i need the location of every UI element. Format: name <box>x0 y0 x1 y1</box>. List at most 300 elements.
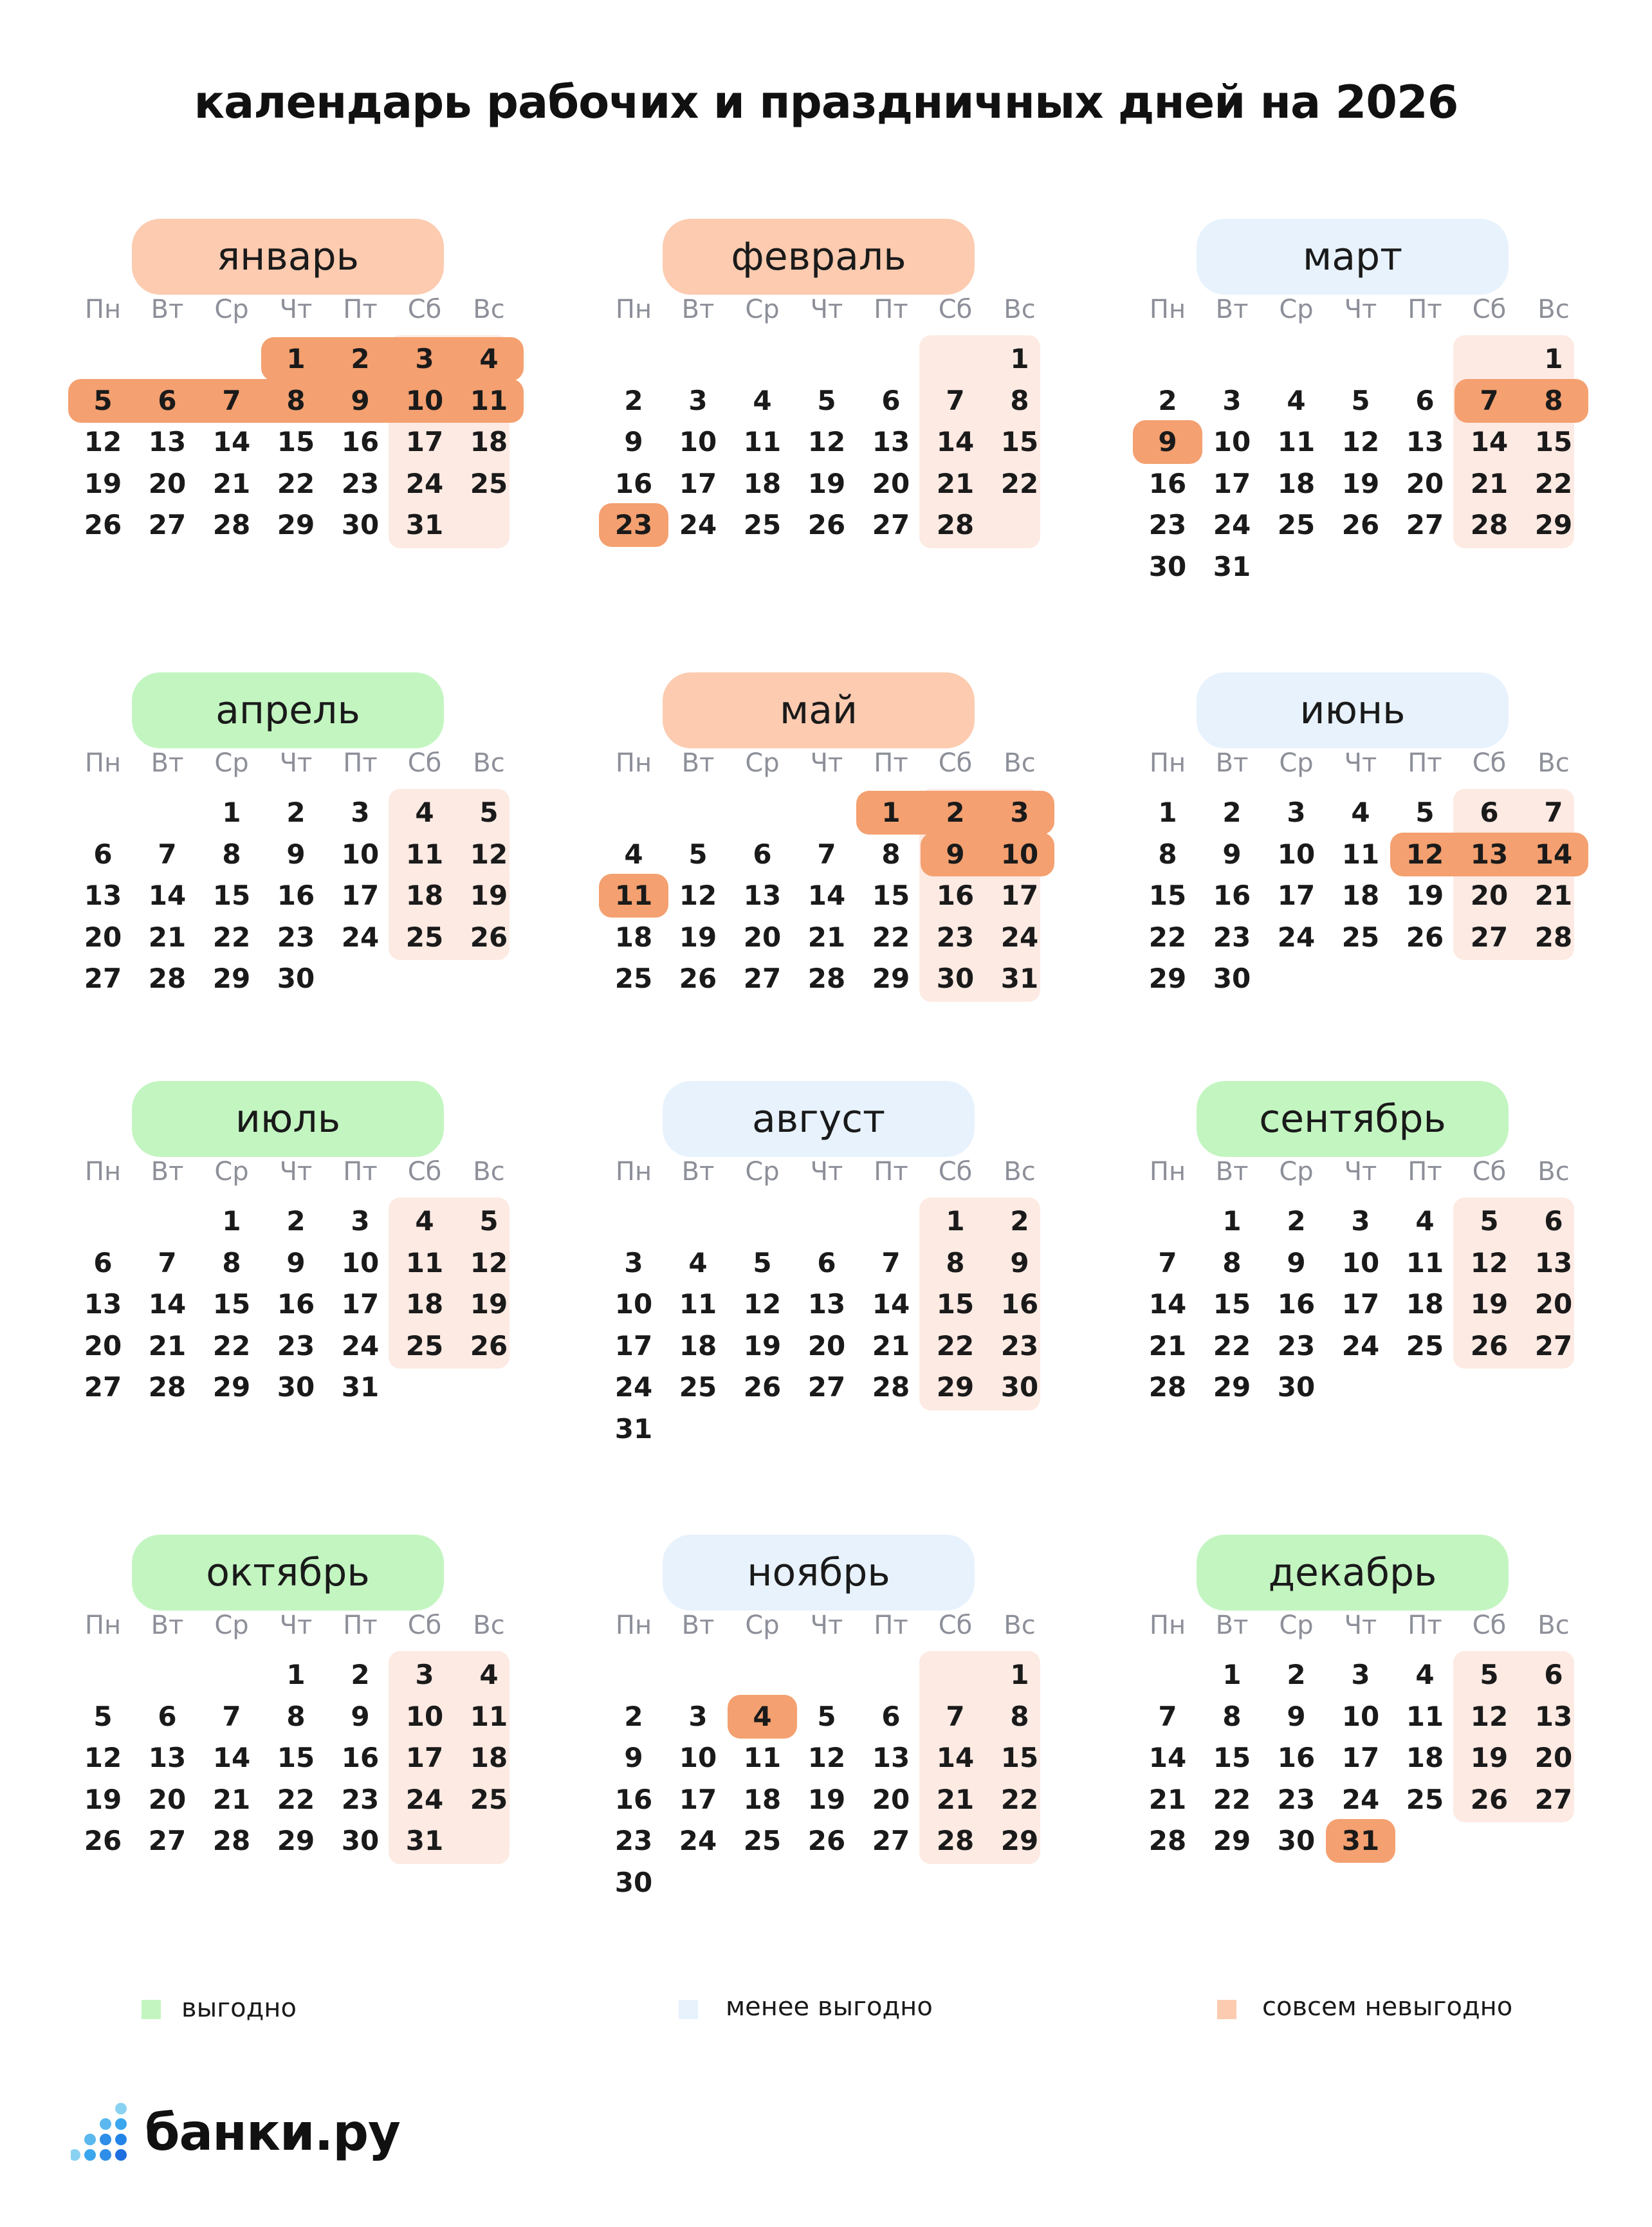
day-cell: 5 <box>688 838 708 870</box>
weekday-header: Сб <box>1472 1157 1507 1187</box>
day-cell: 14 <box>936 1742 975 1773</box>
day-cell: 3 <box>1351 1659 1370 1690</box>
day-cell: 15 <box>1534 426 1573 457</box>
day-cell: 24 <box>1341 1329 1380 1362</box>
month-name: январь <box>132 219 444 295</box>
day-cell: 15 <box>1148 880 1187 911</box>
month-name: май <box>663 672 975 748</box>
day-cell: 3 <box>1351 1205 1370 1237</box>
legend-label-bad: совсем невыгодно <box>1262 1992 1513 2022</box>
day-cell: 3 <box>688 384 708 416</box>
weekday-header: Вс <box>473 748 505 778</box>
day-cell: 5 <box>93 1700 113 1732</box>
weekday-header: Сб <box>1472 748 1507 778</box>
day-cell: 10 <box>1341 1246 1380 1279</box>
day-cell: 16 <box>341 426 380 457</box>
weekday-header: Пт <box>343 1157 378 1187</box>
day-cell: 19 <box>1406 880 1444 911</box>
day-cell: 13 <box>1406 426 1444 457</box>
day-cell: 30 <box>936 963 975 994</box>
weekday-header: Пн <box>1149 1157 1186 1187</box>
day-cell: 5 <box>479 797 499 828</box>
weekday-header: Чт <box>1344 1157 1377 1187</box>
day-cell: 23 <box>341 467 380 499</box>
day-cell: 30 <box>277 963 315 994</box>
day-cell-holiday: 5 <box>93 384 113 416</box>
day-cell: 12 <box>470 1246 508 1279</box>
day-cell: 26 <box>470 921 508 953</box>
day-cell: 27 <box>148 509 187 541</box>
day-cell: 1 <box>1544 343 1563 374</box>
day-cell-holiday: 4 <box>753 1700 772 1732</box>
day-cell: 6 <box>93 838 113 870</box>
legend-swatch-good <box>142 2000 161 2019</box>
day-cell: 15 <box>277 1742 315 1773</box>
day-cell-holiday: 2 <box>946 797 965 828</box>
weekday-header: Вт <box>151 295 184 324</box>
weekday-header: Сб <box>1472 295 1507 324</box>
day-cell: 20 <box>148 1783 187 1815</box>
day-cell: 4 <box>415 1205 434 1237</box>
day-cell: 16 <box>614 1783 653 1815</box>
weekday-header: Вс <box>1004 748 1036 778</box>
day-cell: 12 <box>470 838 508 870</box>
day-cell: 11 <box>1277 426 1316 457</box>
weekday-header: Пт <box>343 1611 378 1640</box>
day-cell: 23 <box>1000 1329 1039 1362</box>
weekday-header: Ср <box>745 295 780 324</box>
day-cell: 11 <box>405 838 444 870</box>
day-cell: 6 <box>1415 384 1435 416</box>
day-cell: 21 <box>148 1329 187 1362</box>
day-cell: 30 <box>277 1371 315 1403</box>
day-cell: 16 <box>341 1742 380 1773</box>
day-cell: 29 <box>1534 509 1573 541</box>
day-cell: 29 <box>1148 963 1187 994</box>
day-cell-holiday: 10 <box>405 384 444 416</box>
day-cell: 25 <box>743 1825 782 1856</box>
day-cell: 7 <box>1544 797 1563 828</box>
weekday-header: Вт <box>151 1611 184 1640</box>
day-cell: 26 <box>1470 1783 1509 1815</box>
day-cell: 19 <box>1470 1742 1509 1773</box>
month-name: июнь <box>1197 672 1509 748</box>
day-cell: 4 <box>753 384 772 416</box>
day-cell-holiday: 3 <box>1010 797 1029 828</box>
day-cell: 28 <box>936 509 975 541</box>
day-cell: 15 <box>212 880 251 911</box>
day-cell: 22 <box>1534 467 1573 499</box>
day-cell: 7 <box>222 1700 241 1732</box>
day-cell: 31 <box>614 1412 653 1445</box>
day-cell: 8 <box>222 1246 241 1279</box>
day-cell: 25 <box>470 467 508 499</box>
weekday-header: Чт <box>810 1157 843 1187</box>
day-cell: 21 <box>212 1783 251 1815</box>
weekday-header: Ср <box>214 1157 249 1187</box>
day-cell: 13 <box>743 880 782 911</box>
day-cell-holiday: 1 <box>881 797 901 828</box>
day-cell: 7 <box>881 1246 901 1279</box>
day-cell: 17 <box>405 426 444 457</box>
day-cell-holiday: 12 <box>1406 838 1444 870</box>
day-cell: 5 <box>1480 1659 1499 1690</box>
day-cell: 8 <box>1222 1246 1242 1279</box>
day-cell: 14 <box>212 426 251 457</box>
weekday-header: Пт <box>874 1611 908 1640</box>
day-cell: 6 <box>158 1700 177 1732</box>
day-cell: 19 <box>1341 467 1380 499</box>
day-cell: 13 <box>872 1742 910 1773</box>
day-cell: 15 <box>1000 426 1039 457</box>
day-cell: 28 <box>936 1825 975 1856</box>
day-cell: 14 <box>872 1288 910 1320</box>
weekday-header: Пн <box>615 1611 652 1640</box>
day-cell: 28 <box>148 1371 187 1403</box>
day-cell-holiday: 23 <box>614 509 653 541</box>
weekday-header: Чт <box>279 1611 313 1640</box>
weekday-header: Пн <box>615 748 652 778</box>
weekday-header: Вт <box>151 1157 184 1187</box>
day-cell: 4 <box>479 1659 499 1690</box>
day-cell: 11 <box>1341 838 1380 870</box>
day-cell: 11 <box>405 1246 444 1279</box>
weekday-header: Пн <box>615 1157 652 1187</box>
day-cell: 10 <box>679 426 717 457</box>
day-cell: 12 <box>84 426 122 457</box>
day-cell: 17 <box>341 880 380 911</box>
weekday-header: Пт <box>874 295 908 324</box>
weekday-header: Вт <box>681 748 715 778</box>
day-cell: 1 <box>1158 797 1177 828</box>
day-cell-holiday: 9 <box>946 838 965 870</box>
day-cell: 28 <box>1148 1825 1187 1856</box>
day-cell: 21 <box>1534 880 1573 911</box>
day-cell: 8 <box>222 838 241 870</box>
day-cell: 10 <box>341 1246 380 1279</box>
weekday-header: Вт <box>681 1611 715 1640</box>
month-name: декабрь <box>1197 1535 1509 1611</box>
day-cell: 17 <box>341 1288 380 1320</box>
day-cell: 15 <box>277 426 315 457</box>
weekday-header: Сб <box>938 1157 973 1187</box>
weekday-header: Вс <box>473 1611 505 1640</box>
day-cell: 25 <box>1277 509 1316 541</box>
day-cell: 6 <box>881 384 901 416</box>
day-cell: 21 <box>148 921 187 953</box>
day-cell: 24 <box>679 509 717 541</box>
day-cell: 23 <box>1148 509 1187 541</box>
day-cell: 28 <box>1470 509 1509 541</box>
day-cell: 28 <box>212 509 251 541</box>
weekday-header: Вс <box>1004 1157 1036 1187</box>
weekday-header: Вс <box>473 295 505 324</box>
day-cell: 5 <box>817 1700 836 1732</box>
day-cell: 28 <box>807 963 846 994</box>
day-cell: 24 <box>341 921 380 953</box>
day-cell: 2 <box>1287 1205 1306 1237</box>
weekday-header: Пн <box>1149 295 1186 324</box>
day-cell: 26 <box>807 1825 846 1856</box>
day-cell: 25 <box>679 1371 717 1403</box>
day-cell: 18 <box>1277 467 1316 499</box>
day-cell: 18 <box>1406 1288 1444 1320</box>
day-cell: 26 <box>743 1371 782 1403</box>
day-cell: 5 <box>817 384 836 416</box>
day-cell: 29 <box>1000 1825 1039 1856</box>
day-cell: 26 <box>1341 509 1380 541</box>
month-name: февраль <box>663 219 975 295</box>
day-cell: 21 <box>807 921 846 953</box>
day-cell: 25 <box>405 921 444 953</box>
month-name: апрель <box>132 672 444 748</box>
day-cell: 29 <box>212 1371 251 1403</box>
day-cell: 15 <box>1000 1742 1039 1773</box>
day-cell: 12 <box>1470 1246 1509 1279</box>
weekday-header: Ср <box>1279 748 1314 778</box>
day-cell: 11 <box>1406 1700 1444 1732</box>
day-cell: 28 <box>1148 1371 1187 1403</box>
day-cell-holiday: 9 <box>1158 426 1177 457</box>
day-cell: 6 <box>1544 1205 1563 1237</box>
day-cell: 13 <box>807 1288 846 1320</box>
day-cell: 2 <box>286 797 306 828</box>
weekday-header: Ср <box>214 1611 249 1640</box>
day-cell: 29 <box>277 1825 315 1856</box>
weekday-header: Ср <box>745 1157 780 1187</box>
day-cell: 22 <box>872 921 910 953</box>
day-cell: 2 <box>286 1205 306 1237</box>
day-cell: 5 <box>753 1246 772 1279</box>
logo-text: банки.ру <box>145 2104 400 2162</box>
day-cell: 11 <box>1406 1246 1444 1279</box>
day-cell: 16 <box>614 467 653 499</box>
day-cell: 19 <box>84 1783 122 1815</box>
day-cell: 17 <box>679 1783 717 1815</box>
day-cell: 19 <box>470 1288 508 1320</box>
day-cell: 19 <box>1470 1288 1509 1320</box>
day-cell: 17 <box>679 467 717 499</box>
day-cell: 1 <box>286 1659 306 1690</box>
weekday-header: Пн <box>84 1611 122 1640</box>
day-cell: 4 <box>415 797 434 828</box>
weekday-header: Вт <box>681 1157 715 1187</box>
month-name: ноябрь <box>663 1535 975 1611</box>
day-cell: 20 <box>1406 467 1444 499</box>
day-cell: 1 <box>222 1205 241 1237</box>
day-cell: 22 <box>1213 1783 1251 1815</box>
day-cell: 31 <box>341 1371 380 1403</box>
day-cell: 3 <box>351 797 370 828</box>
day-cell: 20 <box>743 921 782 953</box>
day-cell: 14 <box>212 1742 251 1773</box>
weekday-header: Ср <box>745 748 780 778</box>
day-cell-holiday: 10 <box>1000 838 1039 870</box>
day-cell: 18 <box>405 1288 444 1320</box>
day-cell: 25 <box>1341 921 1380 953</box>
day-cell: 2 <box>351 1659 370 1690</box>
day-cell: 30 <box>341 509 380 541</box>
day-cell: 12 <box>679 880 717 911</box>
day-cell: 8 <box>1010 384 1029 416</box>
day-cell-holiday: 2 <box>351 343 370 374</box>
day-cell: 31 <box>405 1825 444 1856</box>
day-cell: 27 <box>1534 1783 1573 1815</box>
day-cell: 18 <box>405 880 444 911</box>
weekday-header: Пн <box>84 295 122 324</box>
day-cell: 3 <box>1222 384 1242 416</box>
day-cell: 24 <box>1213 509 1251 541</box>
day-cell: 4 <box>1415 1205 1435 1237</box>
weekday-header: Чт <box>810 748 843 778</box>
day-cell: 15 <box>936 1288 975 1320</box>
weekday-header: Чт <box>279 295 313 324</box>
weekday-header: Сб <box>407 748 442 778</box>
day-cell-holiday: 4 <box>479 343 499 374</box>
weekday-header: Пн <box>84 1157 122 1187</box>
month-name: октябрь <box>132 1535 444 1611</box>
day-cell: 9 <box>624 1742 643 1773</box>
day-cell: 26 <box>1406 921 1444 953</box>
day-cell: 26 <box>679 963 717 994</box>
weekday-header: Сб <box>938 295 973 324</box>
day-cell: 5 <box>1415 797 1435 828</box>
day-cell: 26 <box>84 509 122 541</box>
day-cell: 15 <box>872 880 910 911</box>
day-cell: 27 <box>743 963 782 994</box>
day-cell: 12 <box>743 1288 782 1320</box>
weekday-header: Сб <box>1472 1611 1507 1640</box>
day-cell: 27 <box>84 963 122 994</box>
weekday-header: Сб <box>938 1611 973 1640</box>
day-cell: 19 <box>470 880 508 911</box>
weekday-header: Вс <box>1537 748 1570 778</box>
weekday-header: Вт <box>151 748 184 778</box>
day-cell: 28 <box>148 963 187 994</box>
day-cell: 17 <box>1341 1742 1380 1773</box>
day-cell: 9 <box>1222 838 1242 870</box>
day-cell: 8 <box>881 838 901 870</box>
day-cell: 19 <box>84 467 122 499</box>
day-cell: 7 <box>158 1246 177 1279</box>
day-cell: 22 <box>1148 921 1187 953</box>
day-cell: 10 <box>1277 838 1316 870</box>
weekday-header: Чт <box>1344 295 1377 324</box>
day-cell: 9 <box>286 838 306 870</box>
day-cell: 26 <box>807 509 846 541</box>
day-cell: 24 <box>405 1783 444 1815</box>
day-cell: 7 <box>946 384 965 416</box>
day-cell-holiday: 7 <box>1480 384 1499 416</box>
day-cell: 18 <box>1406 1742 1444 1773</box>
day-cell: 3 <box>351 1205 370 1237</box>
day-cell: 16 <box>1148 467 1187 499</box>
day-cell: 13 <box>84 880 122 911</box>
day-cell: 21 <box>1148 1783 1187 1815</box>
day-cell: 9 <box>1010 1246 1029 1279</box>
day-cell: 20 <box>148 467 187 499</box>
day-cell: 20 <box>1534 1288 1573 1320</box>
day-cell-holiday: 11 <box>470 384 508 416</box>
weekday-header: Вт <box>1215 1611 1249 1640</box>
weekday-header: Вс <box>1537 295 1570 324</box>
day-cell: 6 <box>817 1246 836 1279</box>
weekday-header: Пн <box>1149 1611 1186 1640</box>
day-cell: 21 <box>1470 467 1509 499</box>
day-cell: 21 <box>212 467 251 499</box>
day-cell: 11 <box>743 426 782 457</box>
day-cell: 15 <box>1213 1742 1251 1773</box>
day-cell: 10 <box>679 1742 717 1773</box>
month-name: март <box>1197 219 1509 295</box>
day-cell: 4 <box>688 1246 708 1279</box>
day-cell: 1 <box>1222 1659 1242 1690</box>
day-cell: 31 <box>405 509 444 541</box>
day-cell: 1 <box>1010 1659 1029 1690</box>
day-cell: 30 <box>341 1825 380 1856</box>
day-cell: 2 <box>1010 1205 1029 1237</box>
day-cell: 13 <box>1534 1246 1573 1279</box>
day-cell: 29 <box>212 963 251 994</box>
day-cell: 9 <box>1287 1700 1306 1732</box>
weekday-header: Вс <box>1537 1157 1570 1187</box>
day-cell: 2 <box>1287 1659 1306 1690</box>
weekday-header: Пн <box>84 748 122 778</box>
day-cell: 12 <box>807 426 846 457</box>
legend-label-good: выгодно <box>181 1993 297 2023</box>
day-cell: 21 <box>1148 1329 1187 1362</box>
weekday-header: Чт <box>279 1157 313 1187</box>
weekday-header: Чт <box>1344 1611 1377 1640</box>
day-cell: 21 <box>936 467 975 499</box>
day-cell: 25 <box>614 963 653 994</box>
weekday-header: Пт <box>874 1157 908 1187</box>
day-cell: 12 <box>1470 1700 1509 1732</box>
day-cell: 31 <box>1213 550 1251 582</box>
day-cell: 18 <box>1341 880 1380 911</box>
weekday-header: Вт <box>1215 295 1249 324</box>
day-cell: 13 <box>872 426 910 457</box>
day-cell: 18 <box>614 921 653 953</box>
day-cell: 22 <box>1213 1329 1251 1362</box>
weekday-header: Чт <box>1344 748 1377 778</box>
day-cell: 8 <box>946 1246 965 1279</box>
day-cell: 22 <box>936 1329 975 1362</box>
weekday-header: Ср <box>1279 295 1314 324</box>
day-cell-holiday: 31 <box>1341 1825 1380 1856</box>
day-cell: 22 <box>1000 467 1039 499</box>
day-cell: 2 <box>624 1700 643 1732</box>
day-cell: 24 <box>405 467 444 499</box>
day-cell: 23 <box>1213 921 1251 953</box>
day-cell: 5 <box>1351 384 1370 416</box>
day-cell: 27 <box>1470 921 1509 953</box>
day-cell: 7 <box>946 1700 965 1732</box>
day-cell: 27 <box>872 509 910 541</box>
weekday-header: Вс <box>1537 1611 1570 1640</box>
day-cell: 8 <box>1158 838 1177 870</box>
day-cell: 20 <box>1534 1742 1573 1773</box>
day-cell: 7 <box>817 838 836 870</box>
day-cell: 16 <box>277 1288 315 1320</box>
day-cell: 30 <box>1277 1825 1316 1856</box>
day-cell: 14 <box>148 1288 187 1320</box>
day-cell: 19 <box>743 1329 782 1362</box>
day-cell: 16 <box>1213 880 1251 911</box>
day-cell: 29 <box>872 963 910 994</box>
weekday-header: Вс <box>473 1157 505 1187</box>
day-cell: 3 <box>624 1246 643 1279</box>
